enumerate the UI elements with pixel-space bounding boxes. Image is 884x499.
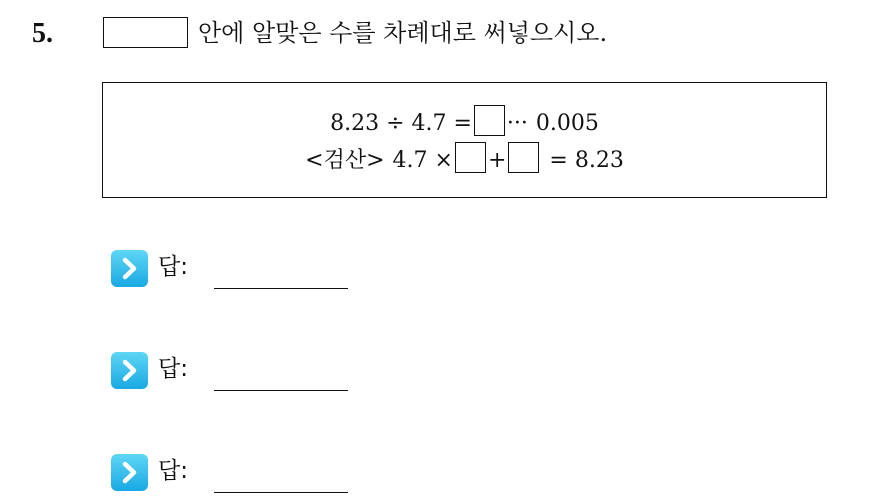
answer-blank-line[interactable] [214,390,348,391]
blank-box-legend [103,17,188,48]
division-equation [103,105,826,141]
chevron-right-icon [111,250,148,287]
remainder-value: 0.005 [535,111,599,136]
answer-row-3 [111,454,371,494]
answer-row-1 [111,250,371,290]
verification-equation [103,142,826,178]
answer-label: 답: [158,356,188,382]
answer-blank-line[interactable] [214,492,348,493]
answer-row-2 [111,352,371,392]
question-number: 5. [32,18,53,49]
chevron-right-icon [111,454,148,491]
division-expression: 8.23 ÷ 4.7 = [330,111,472,136]
verification-result: = 8.23 [549,148,624,173]
plus-sign: + [487,148,507,173]
ellipsis: ··· [506,111,528,136]
verify-quotient-blank[interactable] [455,142,486,173]
quotient-blank[interactable] [474,105,505,136]
equation-box [102,82,827,198]
answer-label: 답: [158,458,188,484]
answer-blank-line[interactable] [214,288,348,289]
verification-label: <검산> [305,148,385,173]
question-instruction: 안에 알맞은 수를 차례대로 써넣으시오. [198,19,608,47]
multiplication-expression: 4.7 × [392,148,453,173]
verify-remainder-blank[interactable] [508,142,539,173]
answer-label: 답: [158,254,188,280]
chevron-right-icon [111,352,148,389]
